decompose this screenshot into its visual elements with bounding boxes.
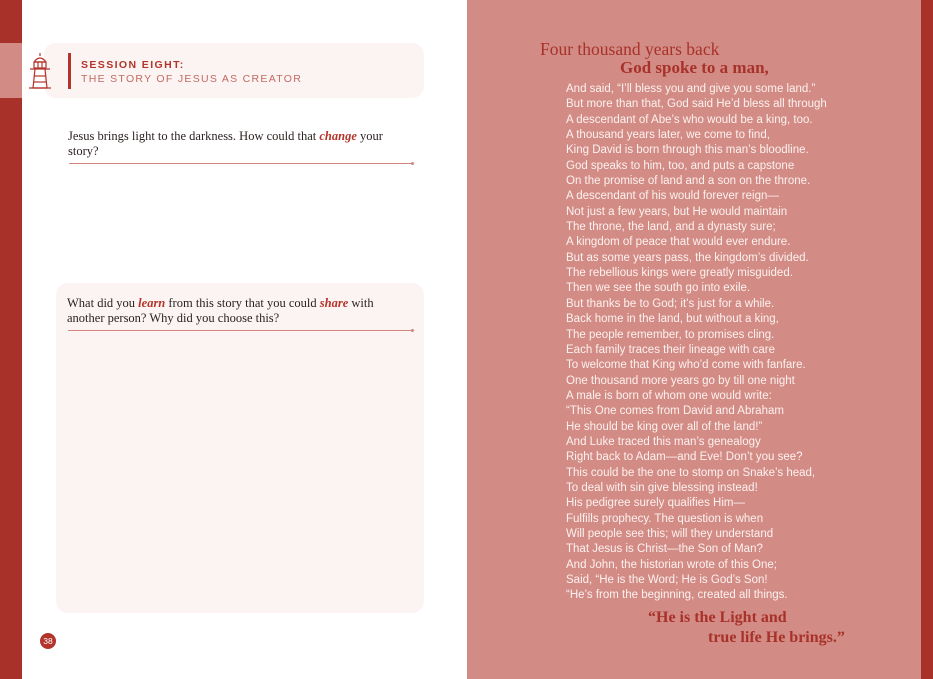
poem-line: And said, “I’ll bless you and give you some land.” [566, 83, 816, 95]
reflection-card [56, 283, 424, 613]
poem-closing-line-2: true life He brings.” [708, 629, 845, 646]
poem-line: A descendant of Abe’s who would be a king, too. [566, 113, 813, 126]
poem-line: And Luke traced this man’s genealogy [566, 435, 761, 448]
session-title: SESSION EIGHT: [81, 59, 185, 71]
question-text: your story? [68, 129, 383, 158]
poem-line: That Jesus is Christ—the Son of Man? [566, 543, 763, 556]
poem-line: But thanks be to God; it’s just for a while. [566, 297, 775, 310]
poem-line: But more than that, God said He’d bless all through [566, 98, 827, 111]
poem-line: “This One comes from David and Abraham [566, 405, 784, 418]
poem-closing-line-1: “He is the Light and [648, 609, 787, 626]
question-text: with another person? Why did you choose this? [67, 296, 374, 325]
poem-line: Right back to Adam—and Eve! Don’t you see? [566, 451, 803, 464]
poem-line: Will people see this; will they understand [566, 527, 774, 540]
poem-line: Each family traces their lineage with care [566, 343, 776, 356]
poem-heading-line-1: Four thousand years back [540, 39, 720, 59]
left-spine [0, 0, 22, 679]
section-tab [0, 43, 22, 98]
poem-line: Not just a few years, but He would maintain [566, 205, 788, 218]
poem-heading-line-2: God spoke to a man, [620, 58, 769, 77]
poem-line: The throne, the land, and a dynasty sure; [566, 221, 776, 234]
answer-line-1[interactable] [69, 163, 412, 164]
highlight-word-change: change [319, 129, 357, 143]
right-spine [921, 0, 933, 679]
poem-line: A kingdom of peace that would ever endure. [566, 236, 791, 249]
poem-line: A thousand years later, we come to find, [566, 129, 770, 142]
poem-line: To welcome that King who’d come with fanfare. [566, 359, 806, 372]
poem-line: A male is born of whom one would write: [566, 389, 772, 402]
highlight-word-share: share [319, 296, 349, 310]
highlight-word-learn: learn [138, 296, 166, 310]
poem-line: Fulfills prophecy. The question is when [566, 512, 764, 525]
session-subtitle: THE STORY OF JESUS AS CREATOR [81, 73, 303, 85]
poem-line: One thousand more years go by till one night [566, 374, 795, 387]
poem-line: Back home in the land, but without a king, [566, 313, 779, 326]
poem-line: And John, the historian wrote of this One; [566, 558, 777, 571]
answer-line-2[interactable] [68, 330, 412, 331]
header-accent-rule [68, 53, 71, 89]
poem-line: His pedigree surely qualifies Him— [566, 497, 745, 510]
poem-line: “He’s from the beginning, created all things. [566, 589, 788, 602]
poem-line: He should be king over all of the land!” [566, 420, 763, 433]
poem-body [566, 82, 827, 604]
poem-line: To deal with sin give blessing instead! [566, 481, 758, 494]
question-text: from this story that you could [165, 296, 320, 310]
poem-line: The rebellious kings were greatly misguided. [566, 267, 793, 280]
poem-line: The people remember, to promises cling. [566, 328, 775, 341]
poem-line: Then we see the south go into exile. [566, 282, 751, 295]
poem-line: Said, “He is the Word; He is God’s Son! [566, 574, 768, 586]
reflection-question-1 [68, 129, 413, 159]
page-number: 38 [40, 633, 56, 649]
poem-line: A descendant of his would forever reign— [566, 190, 779, 203]
poem-line: King David is born through this man’s bloodline. [566, 144, 809, 157]
question-text: What did you [67, 296, 139, 310]
question-text: Jesus brings light to the darkness. How could that [68, 129, 320, 143]
lighthouse-icon [26, 52, 54, 90]
poem-line: This could be the one to stomp on Snake’s head, [566, 466, 816, 479]
reflection-question-2 [67, 296, 412, 326]
poem-line: On the promise of land and a son on the throne. [566, 175, 811, 188]
poem-line: But as some years pass, the kingdom’s divided. [566, 251, 809, 264]
poem-line: God speaks to him, too, and puts a capstone [566, 159, 795, 172]
